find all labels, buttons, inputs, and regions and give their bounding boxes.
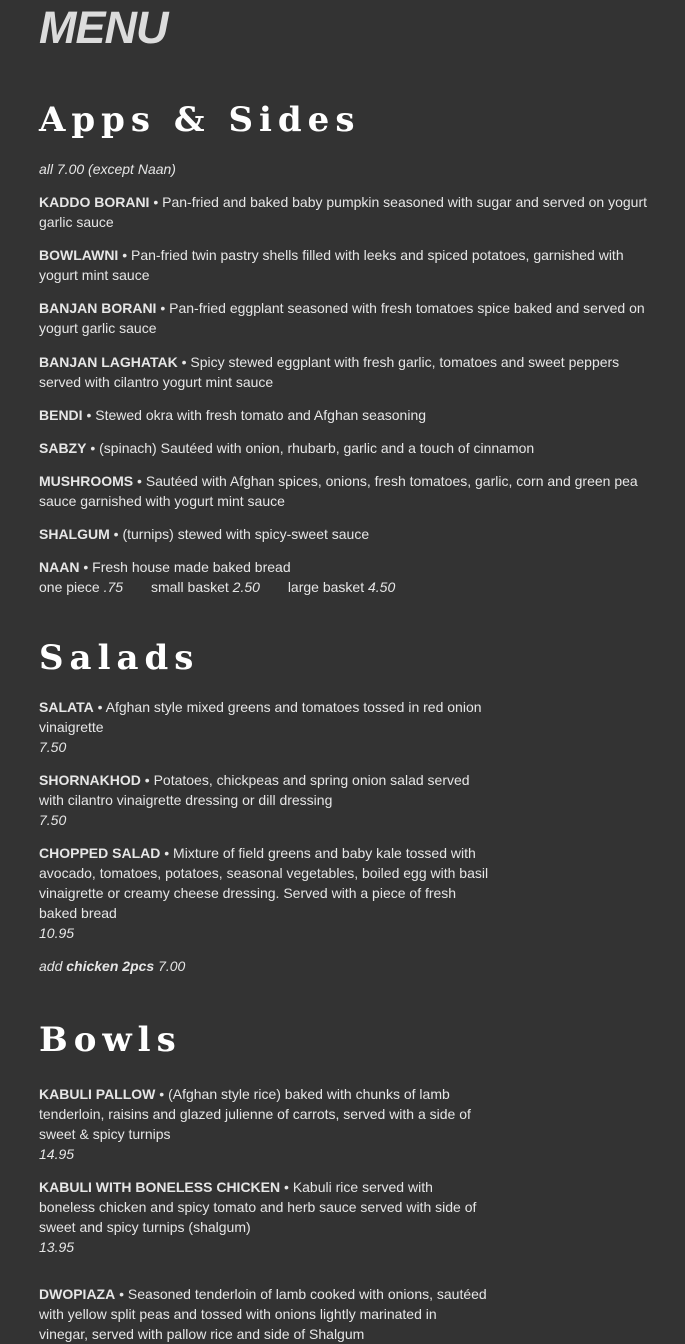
apps-price-note: all 7.00 (except Naan) (39, 161, 176, 177)
item-description: Stewed okra with fresh tomato and Afghan seasoning (95, 407, 427, 423)
item-name: BENDI (39, 407, 83, 423)
item-name: BANJAN BORANI (39, 300, 157, 316)
bowls-section (39, 1084, 489, 1344)
item-name: NAAN (39, 559, 80, 575)
item-description: Sautéed with Afghan spices, onions, fresh tomatoes, garlic, corn and green pea sauce garnished with yogurt mint sauce (39, 473, 638, 509)
menu-item: BANJAN BORANI • Pan-fried eggplant seasoned with fresh tomatoes spice baked and served on yogurt garlic sauce (39, 300, 645, 336)
item-description: Seasoned tenderloin of lamb cooked with onions, sautéed with yellow split peas and tossed with onions lightly marinated in vinegar, served with pallow rice and side of Shalgum (39, 1286, 487, 1342)
menu-item: SHORNAKHOD • Potatoes, chickpeas and spring onion salad served with cilantro vinaigrette dressing or dill dressing 7.50 (39, 770, 489, 830)
item-price: 7.50 (39, 812, 67, 828)
item-name: SHORNAKHOD (39, 772, 141, 788)
menu-item: KADDO BORANI • Pan-fried and baked baby pumpkin seasoned with sugar and served on yogurt garlic sauce (39, 194, 648, 230)
addon-price: 7.00 (158, 958, 186, 974)
item-name: KABULI PALLOW (39, 1086, 156, 1102)
item-name: DWOPIAZA (39, 1286, 116, 1302)
menu-item: SALATA • Afghan style mixed greens and tomatoes tossed in red onion vinaigrette 7.50 (39, 697, 489, 757)
menu-item: NAAN • Fresh house made baked bread (39, 559, 291, 575)
item-price: 13.95 (39, 1239, 75, 1255)
item-price: 10.95 (39, 925, 75, 941)
item-name: SHALGUM (39, 526, 110, 542)
item-name: SALATA (39, 699, 94, 715)
item-name: SABZY (39, 440, 87, 456)
section-heading-apps: Apps & Sides (39, 100, 361, 140)
item-price: 7.50 (39, 739, 67, 755)
item-description: (turnips) stewed with spicy-sweet sauce (122, 526, 370, 542)
item-name: MUSHROOMS (39, 473, 134, 489)
item-description: Kabuli rice served with boneless chicken and spicy tomato and herb sauce served with side of sweet and spicy turnips (shalgum) (39, 1179, 477, 1235)
menu-item: KABULI PALLOW • (Afghan style rice) baked with chunks of lamb tenderloin, raisins and glazed julienne of carrots, served with a side of sweet & spicy turnips 14.95 (39, 1084, 489, 1164)
menu-item: CHOPPED SALAD • Mixture of field greens and baby kale tossed with avocado, tomatoes, potatoes, seasonal vegetables, boiled egg with basil vinaigrette or creamy cheese dressing. Served with a piece of fresh baked bread 10.95 (39, 845, 489, 941)
menu-title: MENU (39, 2, 168, 53)
naan-prices (39, 577, 664, 597)
menu-item: SHALGUM • (turnips) stewed with spicy-sweet sauce (39, 526, 370, 542)
menu-item: SABZY • (spinach) Sautéed with onion, rhubarb, garlic and a touch of cinnamon (39, 440, 535, 456)
item-name: CHOPPED SALAD (39, 845, 161, 861)
menu-item: KABULI WITH BONELESS CHICKEN • Kabuli rice served with boneless chicken and spicy tomato and herb sauce served with side of sweet and spicy turnips (shalgum) 13.95 (39, 1177, 489, 1257)
naan-large-basket: large basket 4.50 (287, 579, 396, 595)
menu-item: DWOPIAZA • Seasoned tenderloin of lamb cooked with onions, sautéed with yellow split peas and tossed with onions lightly marinated in vinegar, served with pallow rice and side of Shalgum (39, 1286, 487, 1342)
item-name: BANJAN LAGHATAK (39, 354, 178, 370)
item-name: BOWLAWNI (39, 247, 119, 263)
menu-item: BOWLAWNI • Pan-fried twin pastry shells filled with leeks and spiced potatoes, garnished with yogurt mint sauce (39, 247, 624, 283)
item-description: Afghan style mixed greens and tomatoes tossed in red onion vinaigrette (39, 699, 482, 735)
naan-one-piece: one piece .75 (39, 579, 124, 595)
menu-item: BANJAN LAGHATAK • Spicy stewed eggplant with fresh garlic, tomatoes and sweet peppers served with cilantro yogurt mint sauce (39, 354, 620, 390)
section-heading-salads: Salads (39, 638, 200, 678)
item-name: KABULI WITH BONELESS CHICKEN (39, 1179, 281, 1195)
item-description: Potatoes, chickpeas and spring onion salad served with cilantro vinaigrette dressing or dill dressing (39, 772, 470, 808)
section-heading-bowls: Bowls (39, 1020, 182, 1060)
naan-small-basket: small basket 2.50 (150, 579, 260, 595)
menu-item: MUSHROOMS • Sautéed with Afghan spices, onions, fresh tomatoes, garlic, corn and green pea sauce garnished with yogurt mint sauce (39, 473, 638, 509)
item-description: Spicy stewed eggplant with fresh garlic, tomatoes and sweet peppers served with cilantro yogurt mint sauce (39, 354, 620, 390)
item-description: (spinach) Sautéed with onion, rhubarb, garlic and a touch of cinnamon (99, 440, 535, 456)
apps-section (39, 159, 664, 597)
item-price: 14.95 (39, 1146, 75, 1162)
item-description: Fresh house made baked bread (92, 559, 291, 575)
item-description: Pan-fried eggplant seasoned with fresh tomatoes spice baked and served on yogurt garlic sauce (39, 300, 645, 336)
menu-item: BENDI • Stewed okra with fresh tomato and Afghan seasoning (39, 407, 427, 423)
addon-item: chicken 2pcs (66, 958, 155, 974)
item-description: (Afghan style rice) baked with chunks of lamb tenderloin, raisins and glazed julienne of carrots, served with a side of sweet & spicy turnips (39, 1086, 471, 1142)
item-description: Mixture of field greens and baby kale tossed with avocado, tomatoes, potatoes, seasonal vegetables, boiled egg with basil vinaigrette or creamy cheese dressing. Served with a piece of fresh baked bread (39, 845, 489, 921)
salad-addon: add chicken 2pcs 7.00 (39, 958, 186, 974)
item-description: Pan-fried and baked baby pumpkin seasoned with sugar and served on yogurt garlic sauce (39, 194, 648, 230)
salads-section (39, 697, 489, 976)
item-name: KADDO BORANI (39, 194, 150, 210)
item-description: Pan-fried twin pastry shells filled with leeks and spiced potatoes, garnished with yogurt mint sauce (39, 247, 624, 283)
